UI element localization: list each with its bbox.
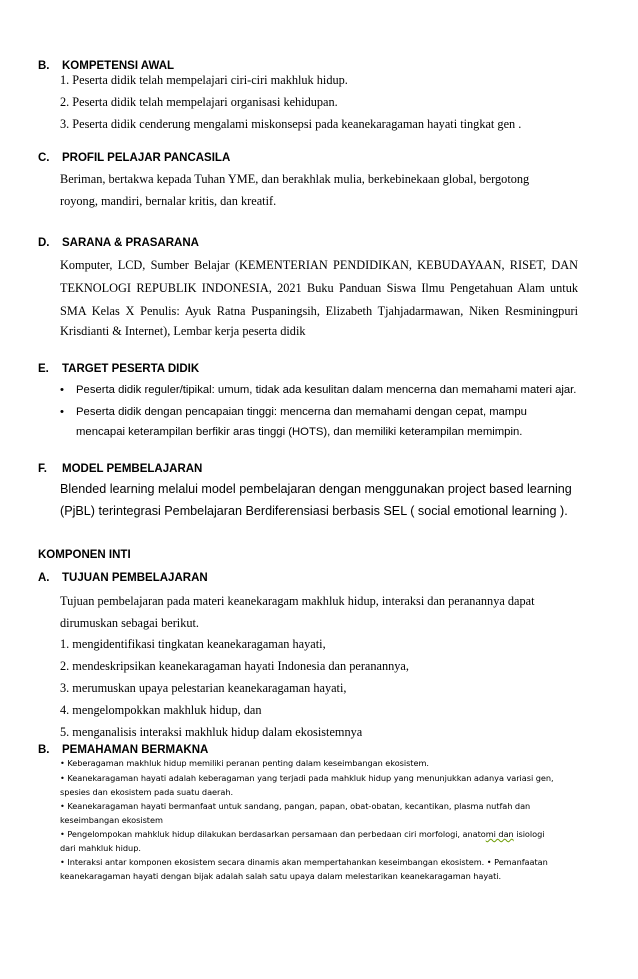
pemahaman-line-3: spesies dan ekosistem pada suatu daerah. xyxy=(60,787,234,797)
pemahaman-line-5: keseimbangan ekosistem xyxy=(60,815,163,825)
tujuan-item-3: 3. merumuskan upaya pelestarian keanekaragaman hayati, xyxy=(60,681,347,695)
kompetensi-item-1: 1. Peserta didik telah mempelajari ciri-ciri makhluk hidup. xyxy=(60,73,348,87)
tujuan-intro-2: dirumuskan sebagai berikut. xyxy=(60,616,199,630)
section-heading-target: E. TARGET PESERTA DIDIK xyxy=(38,363,200,375)
sarana-line-3: SMA Kelas X Penulis: Ayuk Ratna Puspaningsih, Elizabeth Tjahjadarmawan, Niken Resminingpuri xyxy=(60,304,578,318)
tujuan-item-4: 4. mengelompokkan makhluk hidup, dan xyxy=(60,703,262,717)
bullet-icon: • xyxy=(60,384,64,396)
pemahaman-line-2: • Keanekaragaman hayati adalah keberagaman yang terjadi pada mahkluk hidup yang menunjukkan adanya variasi gen, xyxy=(60,773,554,783)
model-line-1: Blended learning melalui model pembelajaran dengan menggunakan project based learning xyxy=(60,482,572,496)
target-item-2: • Peserta didik dengan pencapaian tinggi: mencerna dan memahami dengan cepat, mampu xyxy=(60,406,527,418)
tujuan-item-2: 2. mendeskripsikan keanekaragaman hayati Indonesia dan peranannya, xyxy=(60,659,409,673)
komponen-inti-heading: KOMPONEN INTI xyxy=(38,549,131,561)
bullet-icon: • xyxy=(60,406,64,418)
target-item-1: • Peserta didik reguler/tipikal: umum, tidak ada kesulitan dalam mencerna dan memahami materi ajar. xyxy=(60,384,577,396)
tujuan-item-5: 5. menganalisis interaksi makhluk hidup dalam ekosistemnya xyxy=(60,725,363,739)
sarana-line-1: Komputer, LCD, Sumber Belajar (KEMENTERIAN PENDIDIKAN, KEBUDAYAAN, RISET, DAN xyxy=(60,258,578,272)
pemahaman-line-4: • Keanekaragaman hayati bermanfaat untuk sandang, pangan, papan, obat-obatan, kecantikan, plasma nutfah dan xyxy=(60,801,531,811)
tujuan-intro-1: Tujuan pembelajaran pada materi keanekaragam makhluk hidup, interaksi dan peranannya dapat xyxy=(60,594,535,608)
section-heading-profil-pelajar: C. PROFIL PELAJAR PANCASILA xyxy=(38,152,231,164)
sarana-line-4: Krisdianti & Internet), Lembar kerja peserta didik xyxy=(60,324,306,338)
profil-line-2: royong, mandiri, bernalar kritis, dan kreatif. xyxy=(60,194,277,208)
target-item-2-continued: mencapai keterampilan berfikir aras tinggi (HOTS), dan memiliki keterampilan memimpin. xyxy=(76,426,523,438)
pemahaman-line-7: dari mahkluk hidup. xyxy=(60,843,141,853)
section-heading-sarana: D. SARANA & PRASARANA xyxy=(38,237,199,249)
profil-line-1: Beriman, bertakwa kepada Tuhan YME, dan berakhlak mulia, berkebinekaan global, bergotong xyxy=(60,172,530,186)
section-heading-model: F. MODEL PEMBELAJARAN xyxy=(38,463,203,475)
section-heading-pemahaman: B. PEMAHAMAN BERMAKNA xyxy=(38,744,209,756)
pemahaman-line-6: • Pengelompokan mahkluk hidup dilakukan berdasarkan persamaan dan perbedaan ciri morfologi, anatomi dan isiologi xyxy=(60,829,545,839)
section-heading-kompetensi-awal: B. KOMPETENSI AWAL xyxy=(38,60,175,72)
pemahaman-line-1: • Keberagaman makhluk hidup memiliki peranan penting dalam keseimbangan ekosistem. xyxy=(60,758,429,768)
sarana-line-2: TEKNOLOGI REPUBLIK INDONESIA, 2021 Buku Panduan Siswa Ilmu Pengetahuan Alam untuk xyxy=(60,281,578,295)
spellcheck-mark: mi dan xyxy=(485,829,514,839)
section-heading-tujuan: A. TUJUAN PEMBELAJARAN xyxy=(38,572,208,584)
tujuan-item-1: 1. mengidentifikasi tingkatan keanekaragaman hayati, xyxy=(60,637,326,651)
kompetensi-item-2: 2. Peserta didik telah mempelajari organisasi kehidupan. xyxy=(60,95,338,109)
pemahaman-line-8: • Interaksi antar komponen ekosistem secara dinamis akan mempertahankan keseimbangan ekosistem. • Pemanfaatan xyxy=(60,857,548,867)
model-line-2: (PjBL) terintegrasi Pembelajaran Berdiferensiasi berbasis SEL ( social emotional learning ). xyxy=(60,504,568,518)
kompetensi-item-3: 3. Peserta didik cenderung mengalami miskonsepsi pada keanekaragaman hayati tingkat gen . xyxy=(60,117,522,131)
pemahaman-line-9: keanekaragaman hayati dengan bijak adalah salah satu upaya dalam melestarikan keanekaragaman hayati. xyxy=(60,871,502,881)
